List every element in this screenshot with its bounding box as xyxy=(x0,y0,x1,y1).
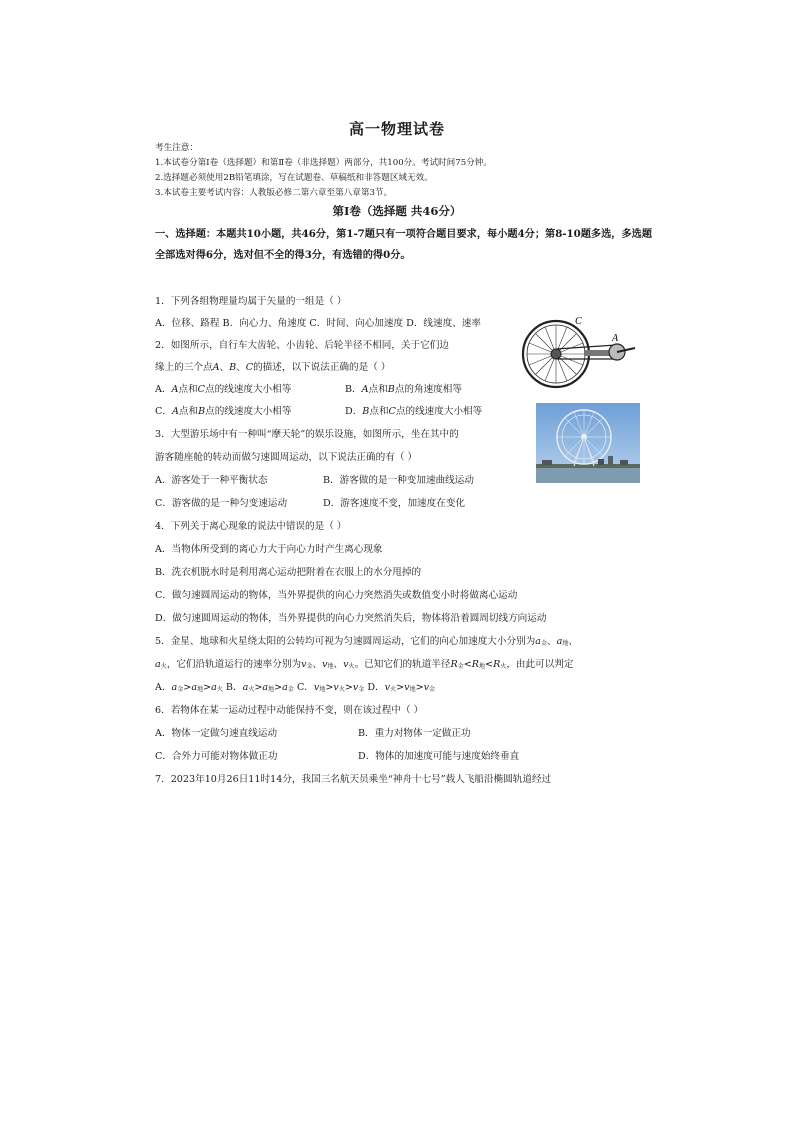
q4-option-c: C．做匀速圆周运动的物体，当外界提供的向心力突然消失或数值变小时将做离心运动 xyxy=(155,590,518,601)
section-instructions: 一、选择题：本题共10小题，共46分，第1-7题只有一项符合题目要求，每小题4分；第8-10题多选，多选题全部选对得6分，选对但不全的得3分，有选错的得0分。 xyxy=(155,228,653,261)
q3-option-b: B．游客做的是一种变加速曲线运动 xyxy=(323,475,474,486)
section-title: 第Ⅰ卷（选择题 共46分） xyxy=(332,204,462,218)
label-a: A xyxy=(612,333,619,344)
notes-heading: 考生注意： xyxy=(155,143,198,153)
note-item: 1.本试卷分第Ⅰ卷（选择题）和第Ⅱ卷（非选择题）两部分，共100分。考试时间75分钟。 xyxy=(155,158,492,168)
small-sprocket xyxy=(551,349,561,359)
q4-option-a: A．当物体所受到的离心力大于向心力时产生离心现象 xyxy=(155,544,383,555)
q1-stem: 1．下列各组物理量均属于矢量的一组是（ ） xyxy=(155,296,347,307)
q7-stem: 7．2023年10月26日11时14分，我国三名航天员乘坐“神舟十七号”载人飞船沿椭圆轨道经过 xyxy=(155,774,552,785)
q2-option-d: D．B点和C点的线速度大小相等 xyxy=(345,406,483,417)
q6-option-b: B．重力对物体一定做正功 xyxy=(358,728,471,739)
note-item: 2.选择题必须使用2B铅笔填涂，写在试题卷、草稿纸和非答题区域无效。 xyxy=(155,173,433,183)
q5-stem-line1: 5．金星、地球和火星绕太阳的公转均可视为匀速圆周运动，它们的向心加速度大小分别为a金、a地、 xyxy=(155,636,578,647)
ferris-wheel-photo xyxy=(536,403,640,483)
q3-option-c: C．游客做的是一种匀变速运动 xyxy=(155,498,288,509)
label-c: C xyxy=(575,316,582,327)
q2-stem-line1: 2．如图所示，自行车大齿轮、小齿轮、后轮半径不相同，关于它们边 xyxy=(155,340,449,351)
q4-option-b: B．洗衣机脱水时是利用离心运动把附着在衣服上的水分甩掉的 xyxy=(155,567,422,578)
q5-stem-line2: a火，它们沿轨道运行的速率分别为v金、v地、v火。已知它们的轨道半径R金<R地<R火，由此可以判定 xyxy=(155,659,574,670)
exam-notes xyxy=(155,141,492,201)
bicycle-wheel-figure xyxy=(520,314,640,390)
q2-option-c: C．A点和B点的线速度大小相等 xyxy=(155,406,292,417)
q3-option-d: D．游客速度不变，加速度在变化 xyxy=(323,498,466,509)
water xyxy=(536,467,640,483)
q4-option-d: D．做匀速圆周运动的物体，当外界提供的向心力突然消失后，物体将沿着圆周切线方向运动 xyxy=(155,613,547,624)
q6-option-a: A．物体一定做匀速直线运动 xyxy=(155,728,278,739)
q4-stem: 4．下列关于离心现象的说法中错误的是（ ） xyxy=(155,521,347,532)
q3-stem-line1: 3．大型游乐场中有一种叫“摩天轮”的娱乐设施，如图所示，坐在其中的 xyxy=(155,429,459,440)
q6-option-c: C．合外力可能对物体做正功 xyxy=(155,751,278,762)
q5-options: A．a金>a地>a火 B．a火>a地>a金 C．v地>v火>v金 D．v火>v地>v金 xyxy=(155,682,436,693)
q2-option-a: A．A点和C点的线速度大小相等 xyxy=(155,384,292,395)
q3-option-a: A．游客处于一种平衡状态 xyxy=(155,475,268,486)
chain-top xyxy=(556,345,616,349)
page-title: 高一物理试卷 xyxy=(348,120,445,138)
q3-stem-line2: 游客随座舱的转动而做匀速圆周运动，以下说法正确的有（ ） xyxy=(155,452,418,463)
q6-option-d: D．物体的加速度可能与速度始终垂直 xyxy=(358,751,520,762)
q6-stem: 6．若物体在某一运动过程中动能保持不变，则在该过程中（ ） xyxy=(155,705,424,716)
q1-options: A．位移、路程 B．向心力、角速度 C．时间、向心加速度 D．线速度、速率 xyxy=(155,318,481,329)
note-item: 3.本试卷主要考试内容：人教版必修二第六章至第八章第3节。 xyxy=(155,188,393,198)
q2-option-b: B．A点和B点的角速度相等 xyxy=(345,384,462,395)
q2-stem-line2: 缘上的三个点A、B、C的描述，以下说法正确的是（ ） xyxy=(155,362,391,373)
